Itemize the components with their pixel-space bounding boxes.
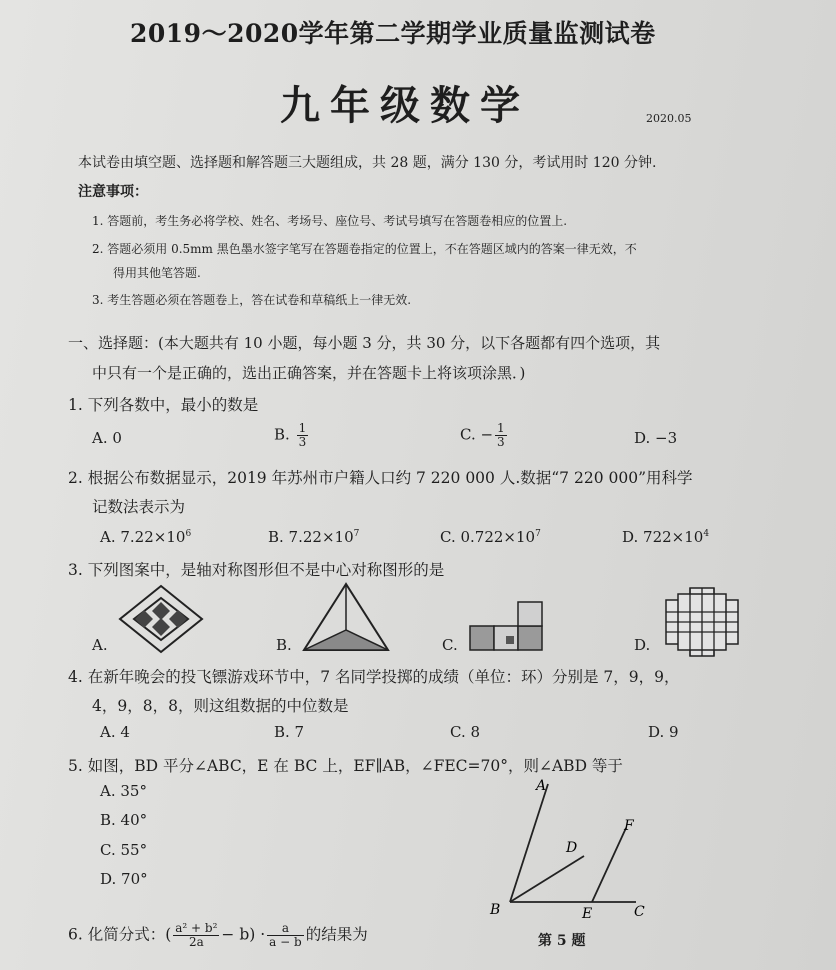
intro-text: 本试卷由填空题、选择题和解答题三大题组成，共 28 题，满分 130 分，考试用时 120 分钟. bbox=[78, 155, 657, 171]
line-bd bbox=[510, 856, 584, 902]
q3-figure-c bbox=[466, 596, 552, 654]
q2-option-c: C. $0.722\times 10^7$ bbox=[440, 528, 541, 546]
q5-option-b: B. 40° bbox=[100, 811, 148, 829]
q3-figure-a bbox=[118, 584, 204, 654]
question-3-stem: 3. 下列图案中，是轴对称图形但不是中心对称图形的是 bbox=[68, 561, 445, 579]
notice-item: 1. 答题前，考生务必将学校、姓名、考场号、座位号、考试号填写在答题卷相应的位置上. bbox=[92, 214, 568, 228]
q3-option-d-label: D. bbox=[634, 636, 651, 654]
line-ef bbox=[592, 828, 626, 902]
q5-option-a: A. 35° bbox=[100, 782, 147, 800]
q5-option-c: C. 55° bbox=[100, 841, 148, 859]
q5-option-d: D. 70° bbox=[100, 870, 148, 888]
fraction: $\frac{\text{a² + b²}}{2a}$ bbox=[175, 921, 218, 949]
q3-figure-d bbox=[660, 586, 744, 658]
q3-option-b-label: B. bbox=[276, 636, 292, 654]
q2-option-b: B. $7.22\times 10^7$ bbox=[268, 528, 360, 546]
question-4-stem: 4. 在新年晚会的投飞镖游戏环节中，7 名同学投掷的成绩（单位：环）分别是 7，9，9， bbox=[68, 668, 680, 686]
q4-option-d: D. 9 bbox=[648, 723, 679, 741]
q1-option-a: A. 0 bbox=[92, 429, 122, 447]
question-1-stem: 1. 下列各数中，最小的数是 bbox=[68, 396, 259, 414]
point-label-e: E bbox=[582, 906, 593, 922]
exam-title: 2019～2020学年第二学期学业质量监测试卷 bbox=[130, 19, 656, 48]
notice-item: 2. 答题必须用 0.5mm 黑色墨水签字笔写在答题卷指定的位置上，不在答题区域内的答案一律无效，不 bbox=[92, 242, 637, 256]
question-2-stem: 2. 根据公布数据显示，2019 年苏州市户籍人口约 7 220 000 人.数据“7 220 000”用科学 bbox=[68, 469, 693, 487]
line-ba bbox=[510, 784, 548, 902]
point-label-d: D bbox=[566, 840, 578, 856]
question-5-stem: 5. 如图，BD 平分∠ABC，E 在 BC 上，EF∥AB，∠FEC=70°，则∠ABD 等于 bbox=[68, 757, 623, 775]
q2-option-a: A. $7.22\times 10^6$ bbox=[100, 528, 192, 546]
fraction: $\frac{1}{3}$ bbox=[298, 421, 307, 449]
q4-option-c: C. 8 bbox=[450, 723, 481, 741]
q5-geometry-figure bbox=[484, 776, 660, 926]
q2-option-d: D. $722\times 10^4$ bbox=[622, 528, 710, 546]
notice-item: 3. 考生答题必须在答题卷上，答在试卷和草稿纸上一律无效. bbox=[92, 293, 412, 307]
point-label-f: F bbox=[624, 818, 634, 834]
q3-option-a-label: A. bbox=[92, 636, 108, 654]
question-6-stem: 6. 化简分式：( $\frac{\text{a² + b²}}{2a}$ − b) · $\frac{a}{a - b}$ 的结果为 bbox=[68, 921, 368, 949]
subject-title: 九年级数学 bbox=[280, 82, 530, 129]
section-heading-cont: 中只有一个是正确的，选出正确答案，并在答题卡上将该项涂黑．) bbox=[92, 364, 526, 382]
fraction: $\frac{a}{a - b}$ bbox=[269, 921, 302, 949]
exam-date: 2020.05 bbox=[646, 112, 692, 125]
question-2-stem-cont: 记数法表示为 bbox=[92, 498, 186, 516]
point-label-a: A bbox=[536, 778, 547, 794]
notice-heading: 注意事项： bbox=[78, 184, 148, 200]
q3-option-c-label: C. bbox=[442, 636, 458, 654]
section-heading: 一、选择题：(本大题共有 10 小题，每小题 3 分，共 30 分，以下各题都有四个选项，其 bbox=[68, 334, 661, 352]
point-label-c: C bbox=[634, 904, 645, 920]
q5-figure-caption: 第 5 题 bbox=[538, 933, 586, 949]
q4-option-b: B. 7 bbox=[274, 723, 305, 741]
q1-option-d: D. −3 bbox=[634, 429, 678, 447]
q4-option-a: A. 4 bbox=[100, 723, 130, 741]
q3-figure-b bbox=[300, 580, 392, 654]
notice-item: 得用其他笔答题. bbox=[113, 266, 201, 280]
q1-option-b: B. $\frac{1}{3}$ bbox=[274, 421, 307, 449]
question-4-stem-cont: 4，9，8，8，则这组数据的中位数是 bbox=[92, 697, 349, 715]
point-label-b: B bbox=[490, 902, 501, 918]
q1-option-c: C. − $\frac{1}{3}$ bbox=[460, 421, 505, 449]
fraction: $\frac{1}{3}$ bbox=[497, 421, 505, 449]
